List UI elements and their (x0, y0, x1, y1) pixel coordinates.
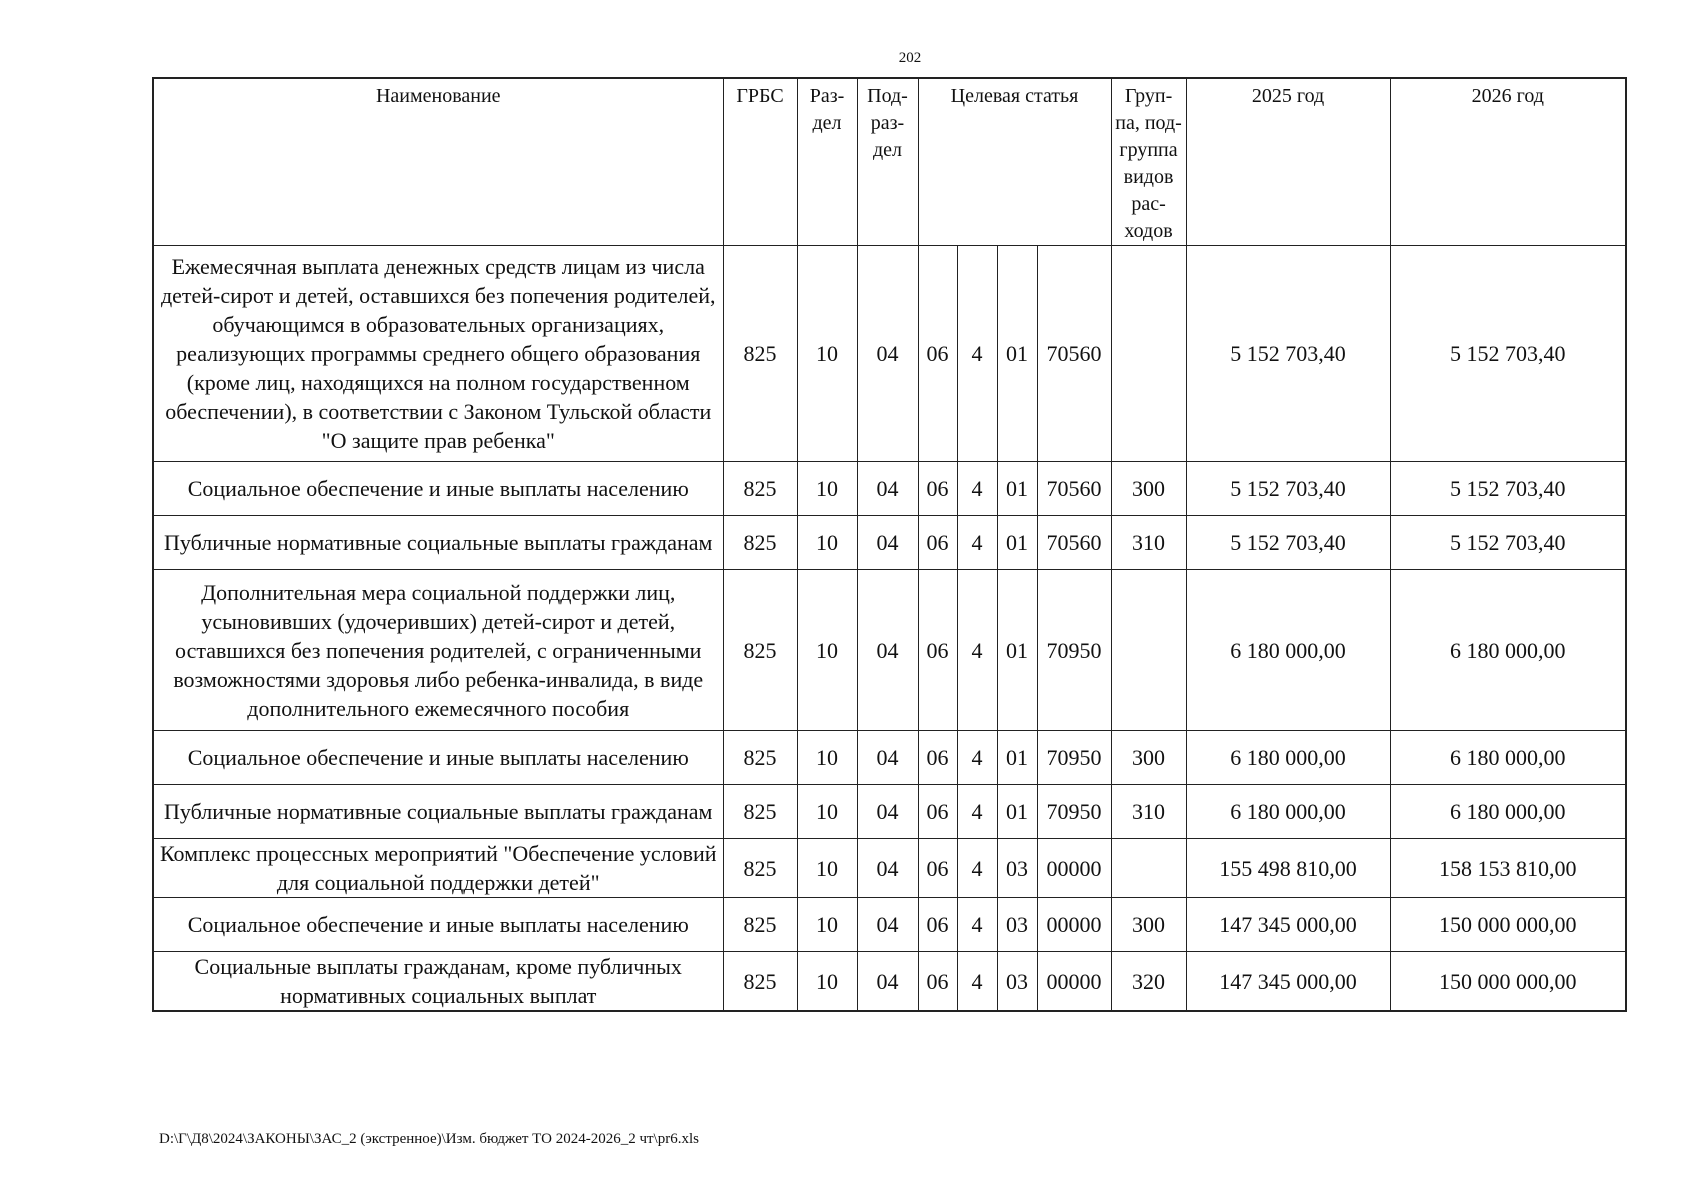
grbs-cell: 825 (723, 785, 797, 839)
subsection-cell: 04 (857, 462, 918, 516)
expense-group-cell (1111, 570, 1186, 731)
amount-2026-cell: 5 152 703,40 (1390, 246, 1626, 462)
amount-2026-cell: 5 152 703,40 (1390, 516, 1626, 570)
grbs-cell: 825 (723, 839, 797, 898)
target-article-part2-cell: 4 (957, 785, 997, 839)
expense-group-cell: 300 (1111, 731, 1186, 785)
target-article-part4-cell: 00000 (1037, 898, 1111, 952)
table-row (153, 731, 1626, 785)
grbs-cell: 825 (723, 952, 797, 1012)
amount-2025-cell: 6 180 000,00 (1186, 785, 1390, 839)
target-article-part2-cell: 4 (957, 570, 997, 731)
section-cell: 10 (797, 952, 857, 1012)
target-article-part3-cell: 01 (997, 462, 1037, 516)
header-grbs: ГРБС (723, 78, 797, 246)
page-number: 202 (898, 50, 922, 66)
header-expense-group: Груп- па, под- группа видов рас- ходов (1111, 78, 1186, 246)
amount-2025-cell: 147 345 000,00 (1186, 952, 1390, 1012)
target-article-part4-cell: 00000 (1037, 839, 1111, 898)
subsection-cell: 04 (857, 839, 918, 898)
target-article-part1-cell: 06 (918, 516, 957, 570)
file-path-footer: D:\Г\Д8\2024\ЗАКОНЫ\ЗАС_2 (экстренное)\Изм. бюджет ТО 2024-2026_2 чт\pr6.xls (159, 1131, 699, 1147)
target-article-part4-cell: 70560 (1037, 462, 1111, 516)
target-article-part3-cell: 01 (997, 570, 1037, 731)
target-article-part3-cell: 01 (997, 246, 1037, 462)
name: Социальное обеспечение и иные выплаты населению (153, 898, 723, 952)
amount-2026-cell: 6 180 000,00 (1390, 570, 1626, 731)
name: Публичные нормативные социальные выплаты гражданам (153, 516, 723, 570)
name: Социальные выплаты гражданам, кроме публичных нормативных социальных выплат (153, 952, 723, 1012)
target-article-part1-cell: 06 (918, 952, 957, 1012)
expense-group-cell: 320 (1111, 952, 1186, 1012)
target-article-part3-cell: 03 (997, 898, 1037, 952)
header-subsection: Под- раз- дел (857, 78, 918, 246)
target-article-part1-cell: 06 (918, 462, 957, 516)
target-article-part2-cell: 4 (957, 839, 997, 898)
subsection-cell: 04 (857, 785, 918, 839)
target-article-part1-cell: 06 (918, 785, 957, 839)
subsection-cell: 04 (857, 731, 918, 785)
section-cell: 10 (797, 731, 857, 785)
amount-2025-cell: 155 498 810,00 (1186, 839, 1390, 898)
table-row (153, 516, 1626, 570)
table-row (153, 898, 1626, 952)
subsection-cell: 04 (857, 898, 918, 952)
header-year-2026: 2026 год (1390, 78, 1626, 246)
amount-2025-cell: 6 180 000,00 (1186, 570, 1390, 731)
grbs-cell: 825 (723, 570, 797, 731)
target-article-part4-cell: 70950 (1037, 731, 1111, 785)
target-article-part2-cell: 4 (957, 898, 997, 952)
grbs-cell: 825 (723, 516, 797, 570)
table-row (153, 952, 1626, 1012)
amount-2026-cell: 5 152 703,40 (1390, 462, 1626, 516)
target-article-part3-cell: 01 (997, 516, 1037, 570)
section-cell: 10 (797, 462, 857, 516)
table-row (153, 839, 1626, 898)
expense-group-cell (1111, 839, 1186, 898)
expense-group-cell: 310 (1111, 785, 1186, 839)
target-article-part3-cell: 03 (997, 839, 1037, 898)
name: Ежемесячная выплата денежных средств лицам из числа детей-сирот и детей, оставшихся без попечения родителей, обучающимся в образовательных организациях, реализующих программы среднего общего образования (кроме лиц, находящихся на полном государственном обеспечении), в соответствии с Законом Тульской области "О защите прав ребенка" (153, 246, 723, 462)
expense-group-cell (1111, 246, 1186, 462)
name: Социальное обеспечение и иные выплаты населению (153, 462, 723, 516)
section-cell: 10 (797, 516, 857, 570)
amount-2025-cell: 6 180 000,00 (1186, 731, 1390, 785)
grbs-cell: 825 (723, 462, 797, 516)
section-cell: 10 (797, 570, 857, 731)
target-article-part4-cell: 70560 (1037, 516, 1111, 570)
budget-table (152, 77, 1627, 1012)
target-article-part3-cell: 01 (997, 785, 1037, 839)
section-cell: 10 (797, 785, 857, 839)
amount-2026-cell: 6 180 000,00 (1390, 731, 1626, 785)
section-cell: 10 (797, 839, 857, 898)
header-name: Наименование (153, 78, 723, 246)
target-article-part2-cell: 4 (957, 462, 997, 516)
name: Публичные нормативные социальные выплаты гражданам (153, 785, 723, 839)
table-row (153, 462, 1626, 516)
target-article-part1-cell: 06 (918, 570, 957, 731)
table-body (153, 246, 1626, 1012)
expense-group-cell: 300 (1111, 462, 1186, 516)
header-section: Раз- дел (797, 78, 857, 246)
target-article-part1-cell: 06 (918, 731, 957, 785)
expense-group-cell: 310 (1111, 516, 1186, 570)
table-row (153, 246, 1626, 462)
target-article-part2-cell: 4 (957, 952, 997, 1012)
subsection-cell: 04 (857, 952, 918, 1012)
section-cell: 10 (797, 898, 857, 952)
subsection-cell: 04 (857, 516, 918, 570)
subsection-cell: 04 (857, 246, 918, 462)
expense-group-cell: 300 (1111, 898, 1186, 952)
target-article-part2-cell: 4 (957, 246, 997, 462)
amount-2025-cell: 5 152 703,40 (1186, 462, 1390, 516)
name: Социальное обеспечение и иные выплаты населению (153, 731, 723, 785)
amount-2026-cell: 150 000 000,00 (1390, 898, 1626, 952)
grbs-cell: 825 (723, 246, 797, 462)
target-article-part3-cell: 03 (997, 952, 1037, 1012)
target-article-part4-cell: 70950 (1037, 785, 1111, 839)
target-article-part1-cell: 06 (918, 246, 957, 462)
name: Дополнительная мера социальной поддержки лиц, усыновивших (удочеривших) детей-сирот и детей, оставшихся без попечения родителей, с ограниченными возможностями здоровья либо ребенка-инвалида, в виде дополнительного ежемесячного пособия (153, 570, 723, 731)
subsection-cell: 04 (857, 570, 918, 731)
amount-2026-cell: 158 153 810,00 (1390, 839, 1626, 898)
header-year-2025: 2025 год (1186, 78, 1390, 246)
amount-2025-cell: 5 152 703,40 (1186, 246, 1390, 462)
target-article-part1-cell: 06 (918, 898, 957, 952)
target-article-part4-cell: 00000 (1037, 952, 1111, 1012)
table-row (153, 785, 1626, 839)
name: Комплекс процессных мероприятий "Обеспечение условий для социальной поддержки детей" (153, 839, 723, 898)
amount-2026-cell: 150 000 000,00 (1390, 952, 1626, 1012)
header-row (153, 78, 1626, 246)
target-article-part3-cell: 01 (997, 731, 1037, 785)
target-article-part4-cell: 70560 (1037, 246, 1111, 462)
table-row (153, 570, 1626, 731)
grbs-cell: 825 (723, 731, 797, 785)
target-article-part1-cell: 06 (918, 839, 957, 898)
header-target-article: Целевая статья (918, 78, 1111, 246)
target-article-part2-cell: 4 (957, 516, 997, 570)
amount-2025-cell: 147 345 000,00 (1186, 898, 1390, 952)
grbs-cell: 825 (723, 898, 797, 952)
amount-2025-cell: 5 152 703,40 (1186, 516, 1390, 570)
target-article-part2-cell: 4 (957, 731, 997, 785)
target-article-part4-cell: 70950 (1037, 570, 1111, 731)
amount-2026-cell: 6 180 000,00 (1390, 785, 1626, 839)
section-cell: 10 (797, 246, 857, 462)
